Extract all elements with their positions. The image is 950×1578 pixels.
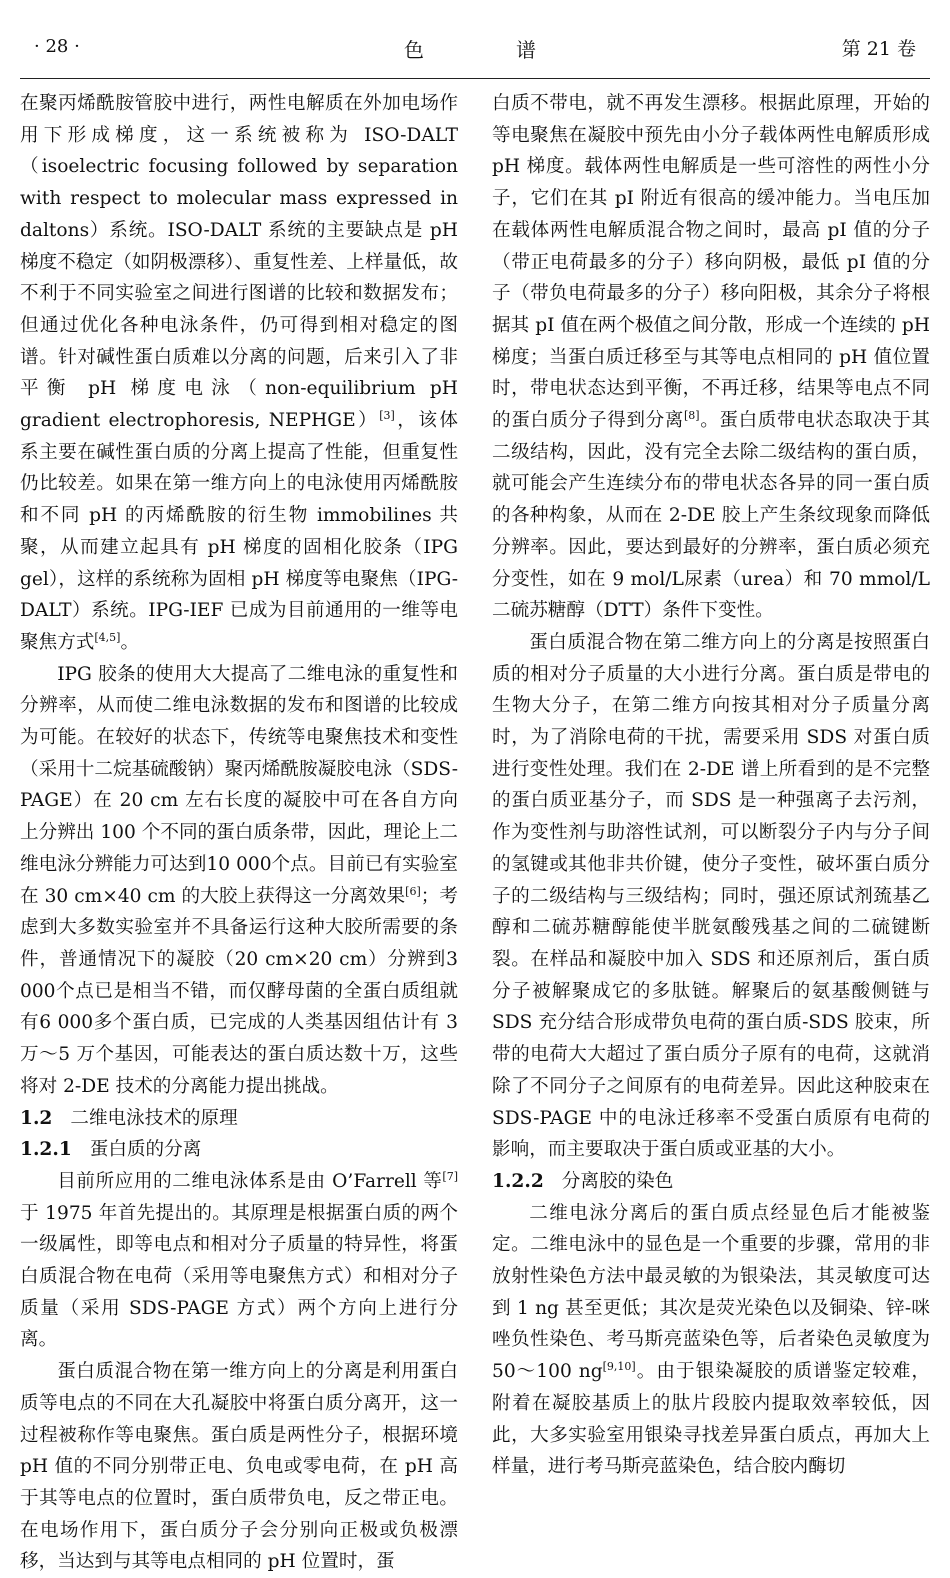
citation: [4,5] <box>94 630 121 644</box>
section-title: 蛋白质的分离 <box>89 1139 202 1161</box>
text: 。 <box>120 631 140 653</box>
subsection-heading <box>492 1166 930 1198</box>
text: 于 1975 年首先提出的。其原理是根据蛋白质的两个一级属性，即等电点和相对分子质量的特异性，将蛋白质混合物在电荷（采用等电聚焦方式）和相对分子质量（采用 SDS-PAGE 方式）两个方向上进行分离。 <box>20 1202 458 1351</box>
paragraph <box>492 627 930 1166</box>
text: 。由于银染凝胶的质谱鉴定较难，附着在凝胶基质上的肽片段胶内提取效率较低，因此，大多实验室用银染寻找差异蛋白质点，再加大上样量，进行考马斯亮蓝染色，结合胶内酶切 <box>492 1361 930 1478</box>
citation: [7] <box>442 1169 458 1183</box>
page-number: · 28 · <box>34 36 80 57</box>
text: 蛋白质混合物在第一维方向上的分离是利用蛋白质等电点的不同在大孔凝胶中将蛋白质分离开，这一过程被称作等电聚焦。蛋白质是两性分子，根据环境 pH 值的不同分别带正电、负电或零电荷，在 pH 高于其等电点的位置时，蛋白质带负电，反之带正电。在电场作用下，蛋白质分子会分别向正极或负极漂移，当达到与其等电点相同的 pH 位置时，蛋 <box>20 1361 458 1573</box>
section-number: 1.2.1 <box>20 1139 72 1161</box>
text: ，该体系主要在碱性蛋白质的分离上提高了性能，但重复性仍比较差。如果在第一维方向上的电泳使用丙烯酰胺和不同 pH 的丙烯酰胺的衍生物 immobilines 共聚，从而建立起具有 pH 梯度的固相化胶条（IPG gel），这样的系统称为固相 pH 梯度等电聚焦（IPG-DALT）系统。IPG-IEF 已成为目前通用的一维等电聚焦方式 <box>20 410 458 653</box>
right-column <box>492 88 930 1483</box>
header-rule <box>20 78 930 79</box>
section-title: 分离胶的染色 <box>561 1170 674 1192</box>
text: 。蛋白质带电状态取决于其二级结构，因此，没有完全去除二级结构的蛋白质，就可能会产生连续分布的带电状态各异的同一蛋白质的各种构象，从而在 2-DE 胶上产生条纹现象而降低分辨率。因此，要达到最好的分辨率，蛋白质必须充分变性，如在 9 mol/L尿素（urea）和 70 mmol/L 二硫苏糖醇（DTT）条件下变性。 <box>492 410 930 622</box>
text: 二维电泳分离后的蛋白质点经显色后才能被鉴定。二维电泳中的显色是一个重要的步骤，常用的非放射性染色方法中最灵敏的为银染法，其灵敏度可达到 1 ng 甚至更低；其次是荧光染色以及铜染、锌-咪唑负性染色、考马斯亮蓝染色等，后者染色灵敏度为 50～100 ng <box>492 1202 930 1383</box>
paragraph <box>20 88 458 659</box>
running-header <box>0 0 950 66</box>
citation: [9,10] <box>602 1360 636 1374</box>
section-title: 二维电泳技术的原理 <box>70 1107 238 1129</box>
paragraph <box>492 1198 930 1483</box>
text: 在聚丙烯酰胺管胶中进行，两性电解质在外加电场作用下形成梯度，这一系统被称为 ISO-DALT（isoelectric focusing followed by separation with respect to molecular mass expressed in daltons）系统。ISO-DALT 系统的主要缺点是 pH 梯度不稳定（如阴极漂移）、重复性差、上样量低，故不利于不同实验室之间进行图谱的比较和数据发布；但通过优化各种电泳条件，仍可得到相对稳定的图谱。针对碱性蛋白质难以分离的问题，后来引入了非平衡 pH 梯度电泳（non-equilibrium pH gradient electrophoresis, NEPHGE） <box>20 93 458 432</box>
paragraph <box>20 1166 458 1356</box>
text: 白质不带电，就不再发生漂移。根据此原理，开始的等电聚焦在凝胶中预先由小分子载体两性电解质形成 pH 梯度。载体两性电解质是一些可溶性的两性小分子，它们在其 pI 附近有很高的缓冲能力。当电压加在载体两性电解质混合物之间时，最高 pI 值的分子（带正电荷最多的分子）移向阴极，最低 pI 值的分子（带负电荷最多的分子）移向阳极，其余分子将根据其 pI 值在两个极值之间分散，形成一个连续的 pH 梯度；当蛋白质迁移至与其等电点相同的 pH 值位置时，带电状态达到平衡，不再迁移，结果等电点不同的蛋白质分子得到分离 <box>492 93 930 432</box>
section-number: 1.2.2 <box>492 1170 544 1192</box>
paragraph <box>20 1356 458 1578</box>
citation: [6] <box>405 884 421 898</box>
citation: [3] <box>379 409 395 423</box>
text: ；考虑到大多数实验室并不具备运行这种大胶所需要的条件，普通情况下的凝胶（20 cm×20 cm）分辨到3 000个点已是相当不错，而仅酵母菌的全蛋白质组就有6 000多个蛋白质，已完成的人类基因组估计有 3 万～5 万个基因，可能表达的蛋白质达数十万，这些将对 2-DE 技术的分离能力提出挑战。 <box>20 885 458 1097</box>
text: 蛋白质混合物在第二维方向上的分离是按照蛋白质的相对分子质量的大小进行分离。蛋白质是带电的生物大分子，在第二维方向按其相对分子质量分离时，为了消除电荷的干扰，需要采用 SDS 对蛋白质进行变性处理。我们在 2-DE 谱上所看到的是不完整的蛋白质亚基分子，而 SDS 是一种强离子去污剂，作为变性剂与助溶性试剂，可以断裂分子内与分子间的氢键或其他非共价键，使分子变性，破坏蛋白质分子的二级结构与三级结构；同时，强还原试剂巯基乙醇和二硫苏糖醇能使半胱氨酸残基之间的二硫键断裂。在样品和凝胶中加入 SDS 和还原剂后，蛋白质分子被解聚成它的多肽链。解聚后的氨基酸侧链与 SDS 充分结合形成带负电荷的蛋白质-SDS 胶束，所带的电荷大大超过了蛋白质分子原有的电荷，这就消除了不同分子之间原有的电荷差异。因此这种胶束在 SDS-PAGE 中的电泳迁移率不受蛋白质原有电荷的影响，而主要取决于蛋白质或亚基的大小。 <box>492 631 930 1161</box>
volume-label: 第 21 卷 <box>841 38 916 60</box>
section-number: 1.2 <box>20 1107 53 1129</box>
section-heading <box>20 1103 458 1135</box>
citation: [8] <box>684 409 700 423</box>
subsection-heading <box>20 1134 458 1166</box>
paragraph <box>20 659 458 1103</box>
text: IPG 胶条的使用大大提高了二维电泳的重复性和分辨率，从而使二维电泳数据的发布和图谱的比较成为可能。在较好的状态下，传统等电聚焦技术和变性（采用十二烷基硫酸钠）聚丙烯酰胺凝胶电泳（SDS-PAGE）在 20 cm 左右长度的凝胶中可在各自方向上分辨出 100 个不同的蛋白质条带，因此，理论上二维电泳分辨能力可达到10 000个点。目前已有实验室在 30 cm×40 cm 的大胶上获得这一分离效果 <box>20 663 458 907</box>
text: 目前所应用的二维电泳体系是由 O’Farrell 等 <box>57 1170 443 1192</box>
left-column <box>20 88 458 1578</box>
journal-title: 色谱 <box>404 38 628 62</box>
paragraph <box>492 88 930 627</box>
